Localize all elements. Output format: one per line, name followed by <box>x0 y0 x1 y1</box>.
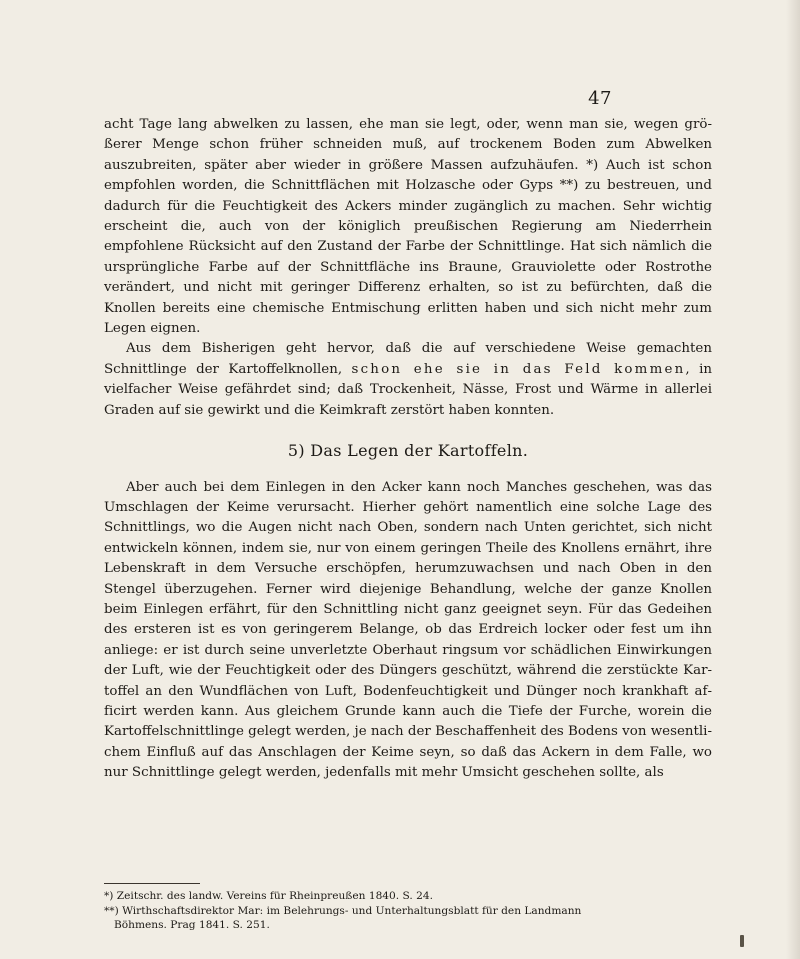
section-heading: 5) Das Legen der Kartoffeln. <box>287 441 529 461</box>
paragraph-1: acht Tage lang abwelken zu lassen, ehe man sie legt, oder, wenn man sie, wegen größerer Menge schon früher schneiden muß, auf trockenem Boden zum Abwelken auszubreiten, später aber wieder in größere Massen aufzuhäufen. *) Auch ist schon empfohlen worden, die Schnittflächen mit Holzasche oder Gyps **) zu bestreuen, und dadurch für die Feuchtigkeit des Ackers minder zugänglich zu machen. Sehr wichtig erscheint die, auch von der königlich preußischen Regierung am Niederrhein empfohlene Rücksicht auf den Zustand der Farbe der Schnittlinge. Hat sich nämlich die ursprüngliche Farbe auf der Schnittfläche ins Braune, Grauviolette oder Rostrothe verändert, und nicht mit geringer Differenz erhalten, so ist zu befürchten, daß die Knollen bereits eine chemische Entmischung erlitten haben und sich nicht mehr zum Legen eignen. <box>104 117 712 337</box>
page-edge-shadow <box>786 0 800 959</box>
footnote-1: *) Zeitschr. des landw. Vereins für Rheinpreußen 1840. S. 24. <box>104 890 433 902</box>
footnotes <box>104 889 714 933</box>
footnote-divider <box>104 883 200 884</box>
main-text <box>104 115 712 784</box>
paragraph-3: Aber auch bei dem Einlegen in den Acker kann noch Manches geschehen, was das Umschlagen der Keime verursacht. Hierher gehört namentlich eine solche Lage des Schnittlings, wo die Augen nicht nach Oben, sondern nach Unten gerichtet, sich nicht entwickeln können, indem sie, nur von einem geringen Theile des Knollens ernährt, ihre Lebenskraft in dem Versuche erschöpfen, herumzuwachsen und nach Oben in den Stengel überzugehen. Ferner wird diejenige Behandlung, welche der ganze Knollen beim Einlegen erfährt, für den Schnittling nicht ganz geeignet seyn. Für das Gedeihen des ersteren ist es von geringerem Belange, ob das Erdreich locker oder fest um ihn anliege: er ist durch seine unverletzte Oberhaut ringsum vor schädlichen Einwirkungen der Luft, wie der Feuchtigkeit oder des Düngers geschützt, während die zerstückte Kartoffel an den Wundflächen von Luft, Bodenfeuchtigkeit und Dünger noch krankhaft afficirt werden kann. Aus gleichem Grunde kann auch die Tiefe der Furche, worein die Kartoffelschnittlinge gelegt werden, je nach der Beschaffenheit des Bodens von wesentlichem Einfluß auf das Anschlagen der Keime seyn, so daß das Ackern in dem Falle, wo nur Schnittlinge gelegt werden, jedenfalls mit mehr Umsicht geschehen sollte, als <box>104 479 712 781</box>
page-number: 47 <box>588 88 612 109</box>
footnote-2: **) Wirthschaftsdirektor Mar: im Belehrungs- und Unterhaltungsblatt für den Landmann <box>104 904 582 917</box>
paragraph-2 <box>104 339 712 421</box>
paragraph-2-text-a: Aus dem Bisherigen geht hervor, daß die auf verschiedene Weise gemachten Schnittlinge der Kartoffelknollen, <box>104 341 712 377</box>
ink-mark <box>740 935 744 947</box>
footnote-2-continuation: Böhmens. Prag 1841. S. 251. <box>114 919 270 932</box>
paragraph-2-spaced-emphasis: schon ehe sie in das Feld kommen <box>351 361 686 377</box>
paragraph-2-text-b: , in vielfacher Weise gefährdet sind; daß Trockenheit, Nässe, Frost und Wärme in allerlei Graden auf sie gewirkt und die Keimkraft zerstört haben konnten. <box>104 361 712 418</box>
